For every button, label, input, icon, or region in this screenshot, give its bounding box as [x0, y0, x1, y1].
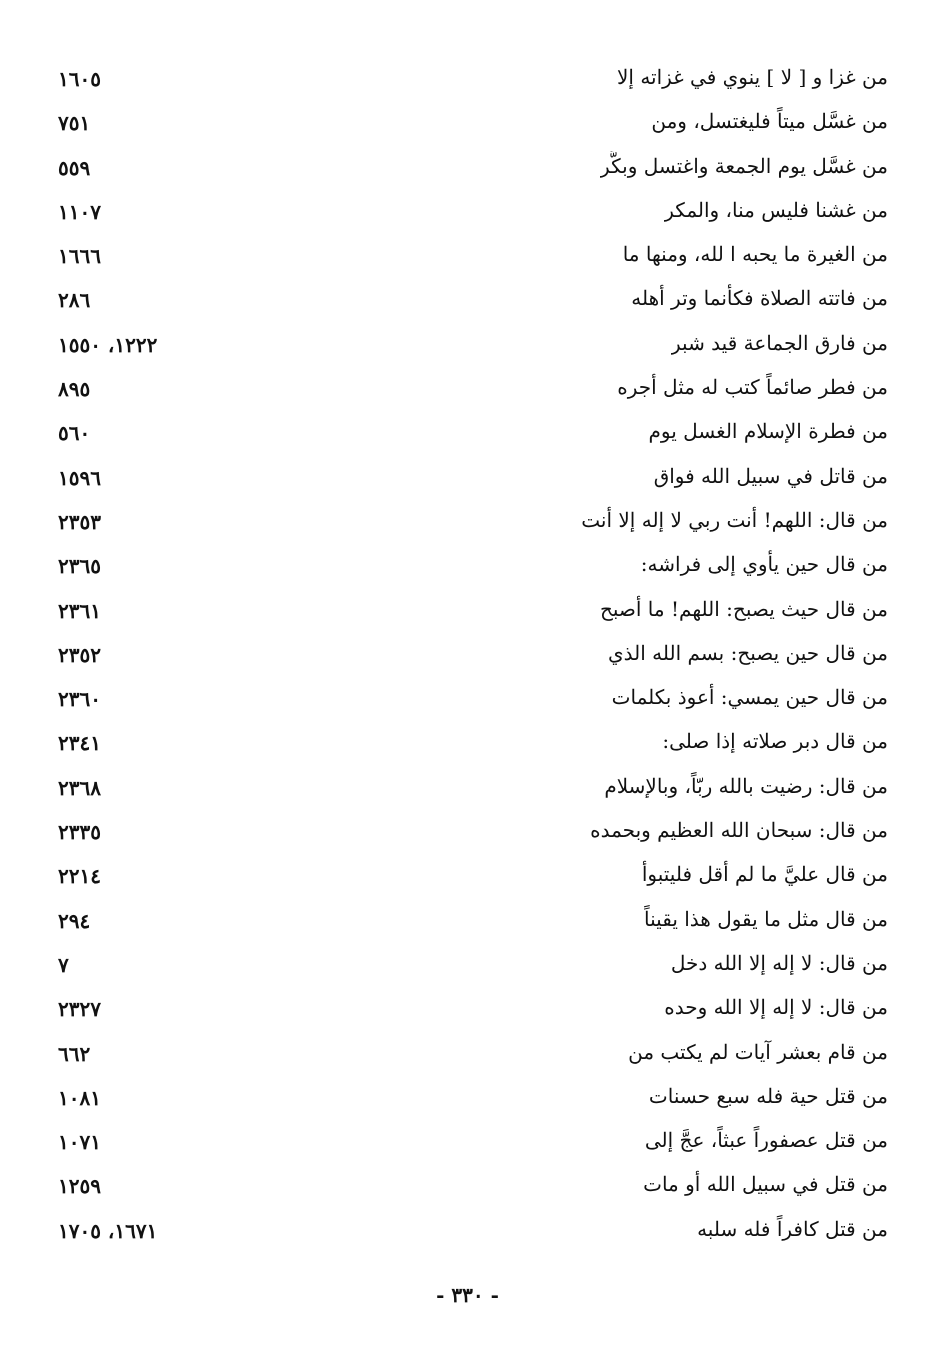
index-entry [58, 545, 888, 589]
index-entries [58, 58, 888, 1254]
index-entry [58, 811, 888, 855]
index-entry [58, 1165, 888, 1209]
index-entry [58, 324, 888, 368]
entry-text: من قال حين يأوي إلى فراشه: [640, 552, 888, 577]
index-entry [58, 634, 888, 678]
entry-text: من قتل كافراً فله سلبه [697, 1216, 888, 1241]
entry-reference-number: ٥٥٩ [58, 155, 91, 180]
entry-text: من قال: لا إله إلا الله وحده [664, 995, 888, 1020]
index-entry [58, 1121, 888, 1165]
entry-reference-number: ١٢٥٩ [58, 1174, 101, 1199]
index-entry [58, 722, 888, 766]
entry-text: من غسَّل يوم الجمعة واغتسل وبكَّر [600, 153, 888, 178]
entry-text: من قتل حية فله سبع حسنات [648, 1083, 888, 1108]
entry-reference-number: ٥٦٠ [58, 421, 91, 446]
index-entry [58, 855, 888, 899]
entry-reference-number: ٨٩٥ [58, 377, 91, 402]
index-entry [58, 944, 888, 988]
entry-text: من قال مثل ما يقول هذا يقيناً [644, 906, 888, 931]
index-entry [58, 279, 888, 323]
entry-text: من قال حين يمسي: أعوذ بكلمات [611, 685, 888, 710]
entry-text: من الغيرة ما يحبه ا لله، ومنها ما [622, 242, 888, 267]
index-entry [58, 191, 888, 235]
entry-reference-number: ٢٣٣٥ [58, 820, 101, 845]
entry-reference-number: ٢٣٦١ [58, 598, 101, 623]
entry-reference-number: ٢٩٤ [58, 908, 91, 933]
index-entry [58, 678, 888, 722]
index-entry [58, 900, 888, 944]
entry-reference-number: ٦٦٢ [58, 1041, 91, 1066]
page-number: - ٣٣٠ - [436, 1283, 499, 1307]
entry-text: من قال دبر صلاته إذا صلى: [662, 729, 888, 754]
entry-text: من قتل في سبيل الله أو مات [643, 1172, 888, 1197]
entry-reference-number: ١١٠٧ [58, 199, 101, 224]
entry-reference-number: ١٥٩٦ [58, 465, 101, 490]
entry-text: من قال: رضيت بالله ربّاً، وبالإسلام [604, 773, 888, 798]
index-entry [58, 767, 888, 811]
entry-reference-number: ٢٨٦ [58, 288, 91, 313]
index-entry [58, 1033, 888, 1077]
entry-text: من فارق الجماعة قيد شبر [671, 330, 888, 355]
entry-reference-number: ٢٣٢٧ [58, 997, 101, 1022]
entry-text: من قال حين يصبح: بسم الله الذي [608, 640, 888, 665]
entry-text: من قام بعشر آيات لم يكتب من [628, 1039, 888, 1064]
index-entry [58, 412, 888, 456]
entry-reference-number: ٧٥١ [58, 111, 91, 136]
entry-text: من فاتته الصلاة فكأنما وتر أهله [631, 286, 888, 311]
entry-text: من غسَّل ميتاً فليغتسل، ومن [651, 109, 888, 134]
entry-reference-number: ٢٣٤١ [58, 731, 101, 756]
index-entry [58, 58, 888, 102]
index-entry [58, 590, 888, 634]
entry-text: من قال: سبحان الله العظيم وبحمده [590, 818, 888, 843]
index-entry [58, 988, 888, 1032]
entry-reference-number: ٢٣٦٠ [58, 687, 101, 712]
entry-text: من قاتل في سبيل الله فواق [653, 463, 888, 488]
index-entry [58, 102, 888, 146]
index-entry [58, 1077, 888, 1121]
entry-text: من غشنا فليس منا، والمكر [664, 197, 888, 222]
entry-reference-number: ٢٣٥٣ [58, 509, 101, 534]
entry-reference-number: ٢٣٦٥ [58, 554, 101, 579]
entry-text: من قال: لا إله إلا الله دخل [670, 950, 888, 975]
entry-reference-number: ٢٣٦٨ [58, 775, 101, 800]
entry-reference-number: ١٠٨١ [58, 1085, 101, 1110]
entry-text: من فطر صائماً كتب له مثل أجره [617, 375, 888, 400]
entry-reference-number: ١٠٧١ [58, 1130, 101, 1155]
entry-reference-number: ٧ [58, 952, 69, 977]
entry-reference-number: ٢٢١٤ [58, 864, 101, 889]
entry-reference-number: ١٦٠٥ [58, 67, 101, 91]
entry-text: من قتل عصفوراً عبثاً، عجَّ إلى [644, 1128, 888, 1153]
entry-reference-number: ١٦٧١، ١٧٠٥ [58, 1218, 158, 1243]
entry-reference-number: ١٢٢٢، ١٥٥٠ [58, 332, 158, 357]
index-entry [58, 147, 888, 191]
entry-reference-number: ٢٣٥٢ [58, 642, 101, 667]
entry-text: من قال عليَّ ما لم أقل فليتبوأ [641, 862, 888, 887]
entry-text: من غزا و [ لا ] ينوي في غزاته إلا [617, 65, 888, 89]
entry-reference-number: ١٦٦٦ [58, 244, 101, 269]
entry-text: من قال: اللهم! أنت ربي لا إله إلا أنت [581, 507, 888, 532]
entry-text: من فطرة الإسلام الغسل يوم [648, 419, 888, 444]
index-entry [58, 235, 888, 279]
index-entry [58, 501, 888, 545]
index-entry [58, 457, 888, 501]
index-entry [58, 1210, 888, 1254]
index-entry [58, 368, 888, 412]
entry-text: من قال حيث يصبح: اللهم! ما أصبح [599, 596, 888, 621]
